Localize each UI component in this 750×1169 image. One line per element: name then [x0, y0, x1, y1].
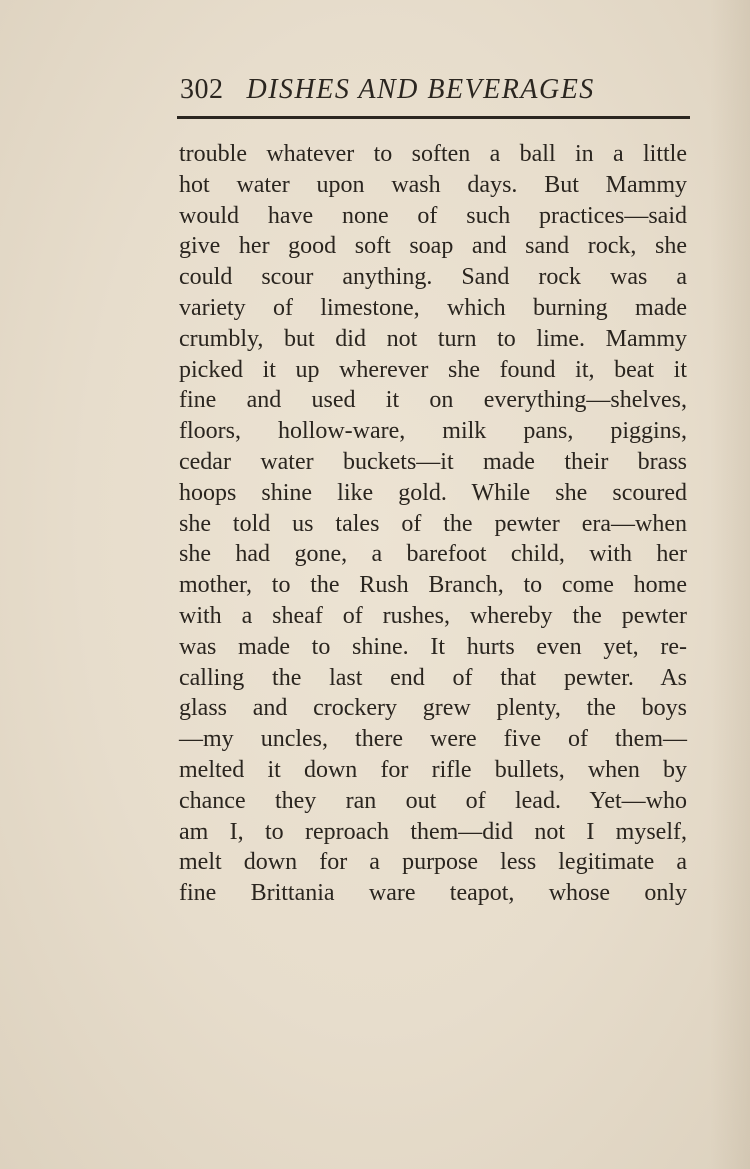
text-line: mother, to the Rush Branch, to come home: [179, 572, 687, 599]
text-line: fine Brittania ware teapot, whose only: [179, 880, 687, 907]
page-edge-shadow: [710, 0, 750, 1169]
text-line: melted it down for rifle bullets, when by: [179, 756, 687, 783]
text-line: crumbly, but did not turn to lime. Mammy: [179, 325, 687, 352]
text-line: picked it up wherever she found it, beat it: [179, 356, 687, 383]
text-line: trouble whatever to soften a ball in a little: [179, 141, 687, 167]
running-head: [180, 74, 690, 114]
text-line: give her good soft soap and sand rock, she: [179, 233, 687, 260]
text-line: hot water upon wash days. But Mammy: [179, 171, 687, 198]
text-line: would have none of such practices—said: [179, 202, 687, 229]
page-number: 302: [180, 74, 224, 105]
text-line: —my uncles, there were five of them—: [179, 726, 687, 753]
text-line: glass and crockery grew plenty, the boys: [179, 695, 687, 722]
text-line: chance they ran out of lead. Yet—who: [179, 787, 687, 814]
body-text: [179, 139, 687, 909]
text-line: variety of limestone, which burning made: [179, 294, 687, 321]
text-line: she had gone, a barefoot child, with her: [179, 541, 687, 568]
text-line: melt down for a purpose less legitimate a: [179, 849, 687, 876]
text-line: she told us tales of the pewter era—when: [179, 510, 687, 537]
text-line: was made to shine. It hurts even yet, re-: [179, 633, 687, 660]
text-line: with a sheaf of rushes, whereby the pewter: [179, 602, 687, 629]
text-line: could scour anything. Sand rock was a: [179, 264, 687, 291]
header-rule: [177, 116, 690, 119]
text-line: floors, hollow-ware, milk pans, piggins,: [179, 418, 687, 445]
text-line: hoops shine like gold. While she scoured: [179, 479, 687, 506]
text-line: fine and used it on everything—shelves,: [179, 387, 687, 414]
chapter-title: DISHES AND BEVERAGES: [246, 74, 595, 105]
text-line: am I, to reproach them—did not I myself,: [179, 818, 687, 845]
text-line: cedar water buckets—it made their brass: [179, 448, 687, 475]
text-line: calling the last end of that pewter. As: [179, 664, 687, 691]
